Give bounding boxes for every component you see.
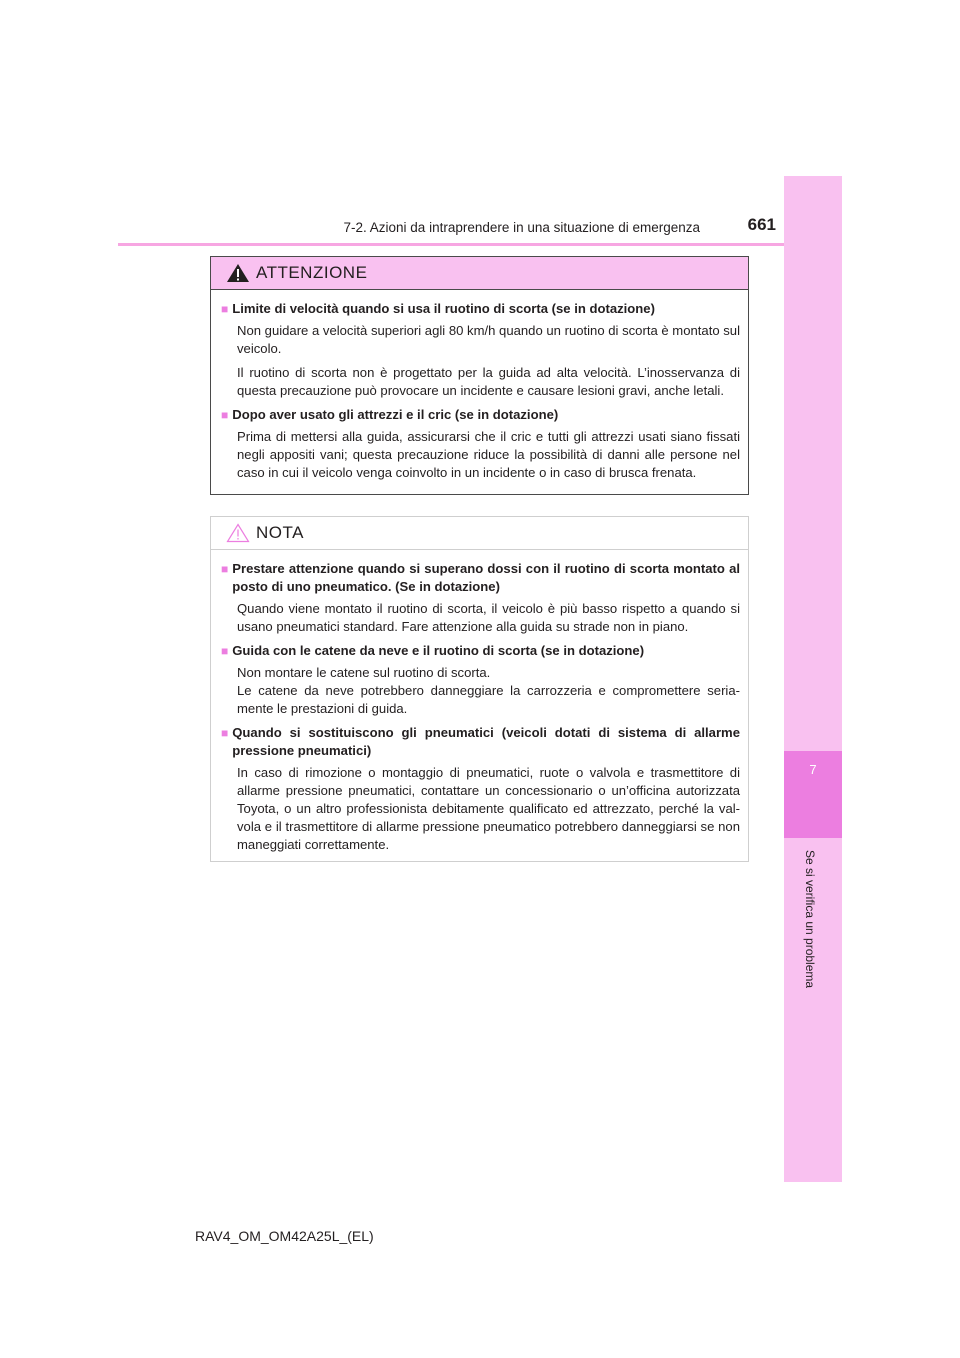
note-box xyxy=(210,516,749,862)
bullet-square-icon: ■ xyxy=(221,562,229,576)
bullet-square-icon: ■ xyxy=(221,302,229,316)
caution-item-heading: Limite di velocità quando si usa il ruotino di scorta (se in dotazione) xyxy=(232,301,655,316)
note-item xyxy=(221,642,740,718)
caution-box xyxy=(210,256,749,495)
page-number: 661 xyxy=(747,215,776,234)
note-item-heading: Guida con le catene da neve e il ruotino di scorta (se in dotazione) xyxy=(232,643,645,658)
bullet-square-icon: ■ xyxy=(221,644,229,658)
chapter-label: Se si verifica un problema xyxy=(803,850,817,989)
caution-item xyxy=(221,406,740,482)
note-item xyxy=(221,560,740,636)
chapter-number: 7 xyxy=(809,762,817,777)
note-item-heading: Quando si sostituiscono gli pneumatici (veicoli dotati di sistema di allarme pressione pneumatici) xyxy=(232,725,740,758)
note-item-paragraph: Le catene da neve potrebbero danneggiare la carrozzeria e compromettere seria-mente le prestazioni di guida. xyxy=(237,683,740,716)
section-title: 7-2. Azioni da intraprendere in una situazione di emergenza xyxy=(343,220,700,235)
note-item-paragraph: In caso di rimozione o montaggio di pneumatici, ruote o valvola e trasmettitore di allarme pressione pneumatici, contattare un concessionario o un’officina autorizzata Toyota, o un altro professionista debitamente qualificato ed attrezzato, perché la val-vola e il trasmettitore di allarme pressione pneumatico potrebbero danneggiarsi se non maneggiati correttamente. xyxy=(237,765,740,852)
caution-title: ATTENZIONE xyxy=(256,263,368,282)
header-rule xyxy=(118,243,842,246)
caution-item-paragraph: Non guidare a velocità superiori agli 80 km/h quando un ruotino di scorta è montato sul veicolo. xyxy=(237,323,740,356)
note-header xyxy=(211,517,748,550)
bullet-square-icon: ■ xyxy=(221,408,229,422)
note-title: NOTA xyxy=(256,523,304,542)
note-item-paragraph: Quando viene montato il ruotino di scorta, il veicolo è più basso rispetto a quando si usano pneumatici standard. Fare attenzione alla guida su strade non in piano. xyxy=(237,601,740,634)
caution-item-paragraph: Il ruotino di scorta non è progettato per la guida ad alta velocità. L’inosservanza di questa precauzione può provocare un incidente e causare lesioni gravi, anche letali. xyxy=(237,365,740,398)
document-id: RAV4_OM_OM42A25L_(EL) xyxy=(195,1228,374,1244)
note-item-heading: Prestare attenzione quando si superano dossi con il ruotino di scorta montato al posto di uno pneumatico. (Se in dotazione) xyxy=(232,561,740,594)
caution-header xyxy=(211,257,748,290)
warning-triangle-filled-icon xyxy=(226,263,250,283)
note-item xyxy=(221,724,740,854)
caution-item-heading: Dopo aver usato gli attrezzi e il cric (se in dotazione) xyxy=(232,407,559,422)
chapter-side-tab xyxy=(784,176,842,1182)
caution-item-paragraph: Prima di mettersi alla guida, assicurarsi che il cric e tutti gli attrezzi usati siano fissati negli appositi vani; questa precauzione riduce la possibilità di danni alle persone nel caso in cui il veicolo venga coinvolto in un incidente o in caso di brusca frenata. xyxy=(237,429,740,480)
caution-item xyxy=(221,300,740,400)
bullet-square-icon: ■ xyxy=(221,726,229,740)
warning-triangle-outline-icon xyxy=(226,523,250,543)
note-item-paragraph: Non montare le catene sul ruotino di scorta. xyxy=(237,665,491,680)
